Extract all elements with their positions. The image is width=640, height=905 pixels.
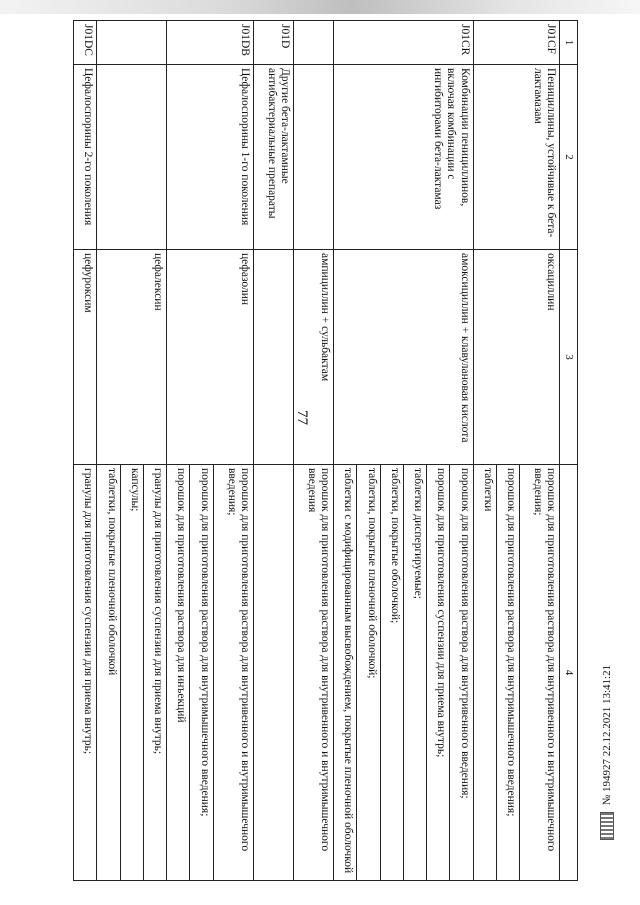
drug-name-cell [253, 250, 293, 465]
group-name-cell: Цефалоспорины 1-го поколения [167, 65, 254, 250]
atc-code-cell: J01DB [167, 21, 254, 65]
dosage-form-cell: таблетки [473, 465, 496, 881]
atc-code-cell: J01CR [334, 21, 474, 65]
table-row [450, 21, 473, 881]
atc-code-cell [293, 21, 333, 65]
drug-name-cell: цефуроксим [74, 250, 97, 465]
group-name-cell [293, 65, 333, 250]
header-row [560, 21, 578, 881]
table-row [213, 21, 253, 881]
dosage-form-cell: порошок для приготовления раствора для инъекций [167, 465, 190, 881]
dosage-form-cell: таблетки диспергируемые; [403, 465, 426, 881]
drug-name-cell: амоксициллин + клавулановая кислота [334, 250, 474, 465]
header-cell: 1 [560, 21, 578, 65]
scan-edge [0, 0, 640, 14]
group-name-cell: Цефалоспорины 2-го поколения [74, 65, 97, 250]
header-cell: 2 [560, 65, 578, 250]
table-row [520, 21, 560, 881]
dosage-form-cell: порошок для приготовления раствора для внутривенного и внутримышечного введения [293, 465, 333, 881]
atc-code-cell: J01CF [473, 21, 560, 65]
dosage-form-cell: порошок для приготовления раствора для внутримышечного введения; [496, 465, 519, 881]
dosage-form-cell: таблетки, покрытые оболочкой; [380, 465, 403, 881]
group-name-cell: Другие бета-лактамные антибактериальные препараты [253, 65, 293, 250]
medicines-table [73, 20, 578, 881]
group-name-cell [97, 65, 167, 250]
barcode-stamp [600, 812, 614, 840]
dosage-form-cell: порошок для приготовления раствора для внутривенного и внутримышечного введения; [520, 465, 560, 881]
dosage-form-cell: гранулы для приготовления суспензии для приема внутрь; [143, 465, 166, 881]
table-body [74, 21, 560, 881]
table-row [293, 21, 333, 881]
dosage-form-cell: таблетки, покрытые пленочной оболочкой [97, 465, 120, 881]
atc-code-cell: J01DC [74, 21, 97, 65]
dosage-form-cell: капсулы; [120, 465, 143, 881]
page-number: 77 [294, 410, 310, 425]
document-number: № 194927 22.12.2021 13:41:21 [601, 664, 613, 806]
table-row [74, 21, 97, 881]
atc-code-cell [97, 21, 167, 65]
table-row [143, 21, 166, 881]
group-name-cell: Комбинации пенициллинов, включая комбинации с ингибиторами бета-лактамаз [334, 65, 474, 250]
document-footer [600, 520, 626, 840]
drug-name-cell: цефалексин [97, 250, 167, 465]
dosage-form-cell: порошок для приготовления суспензии для приема внутрь; [427, 465, 450, 881]
drug-name-cell: цефазолин [167, 250, 254, 465]
dosage-form-cell: порошок для приготовления раствора для внутримышечного введения; [190, 465, 213, 881]
rotated-table-container [73, 20, 578, 880]
group-name-cell: Пенициллины, устойчивые к бета-лактамазам [473, 65, 560, 250]
header-cell: 3 [560, 250, 578, 465]
drug-name-cell: ампициллин + сульбактам [293, 250, 333, 465]
header-cell: 4 [560, 465, 578, 881]
dosage-form-cell: гранулы для приготовления суспензии для приема внутрь; [74, 465, 97, 881]
table-row [253, 21, 293, 881]
dosage-form-cell: таблетки, покрытые пленочной оболочкой; [357, 465, 380, 881]
drug-name-cell: оксациллин [473, 250, 560, 465]
dosage-form-cell: порошок для приготовления раствора для внутривенного введения; [450, 465, 473, 881]
dosage-form-cell: порошок для приготовления раствора для внутривенного и внутримышечного введения; [213, 465, 253, 881]
atc-code-cell: J01D [253, 21, 293, 65]
dosage-form-cell: таблетки с модифицированным высвобождением, покрытые пленочной оболочкой [334, 465, 357, 881]
dosage-form-cell [253, 465, 293, 881]
